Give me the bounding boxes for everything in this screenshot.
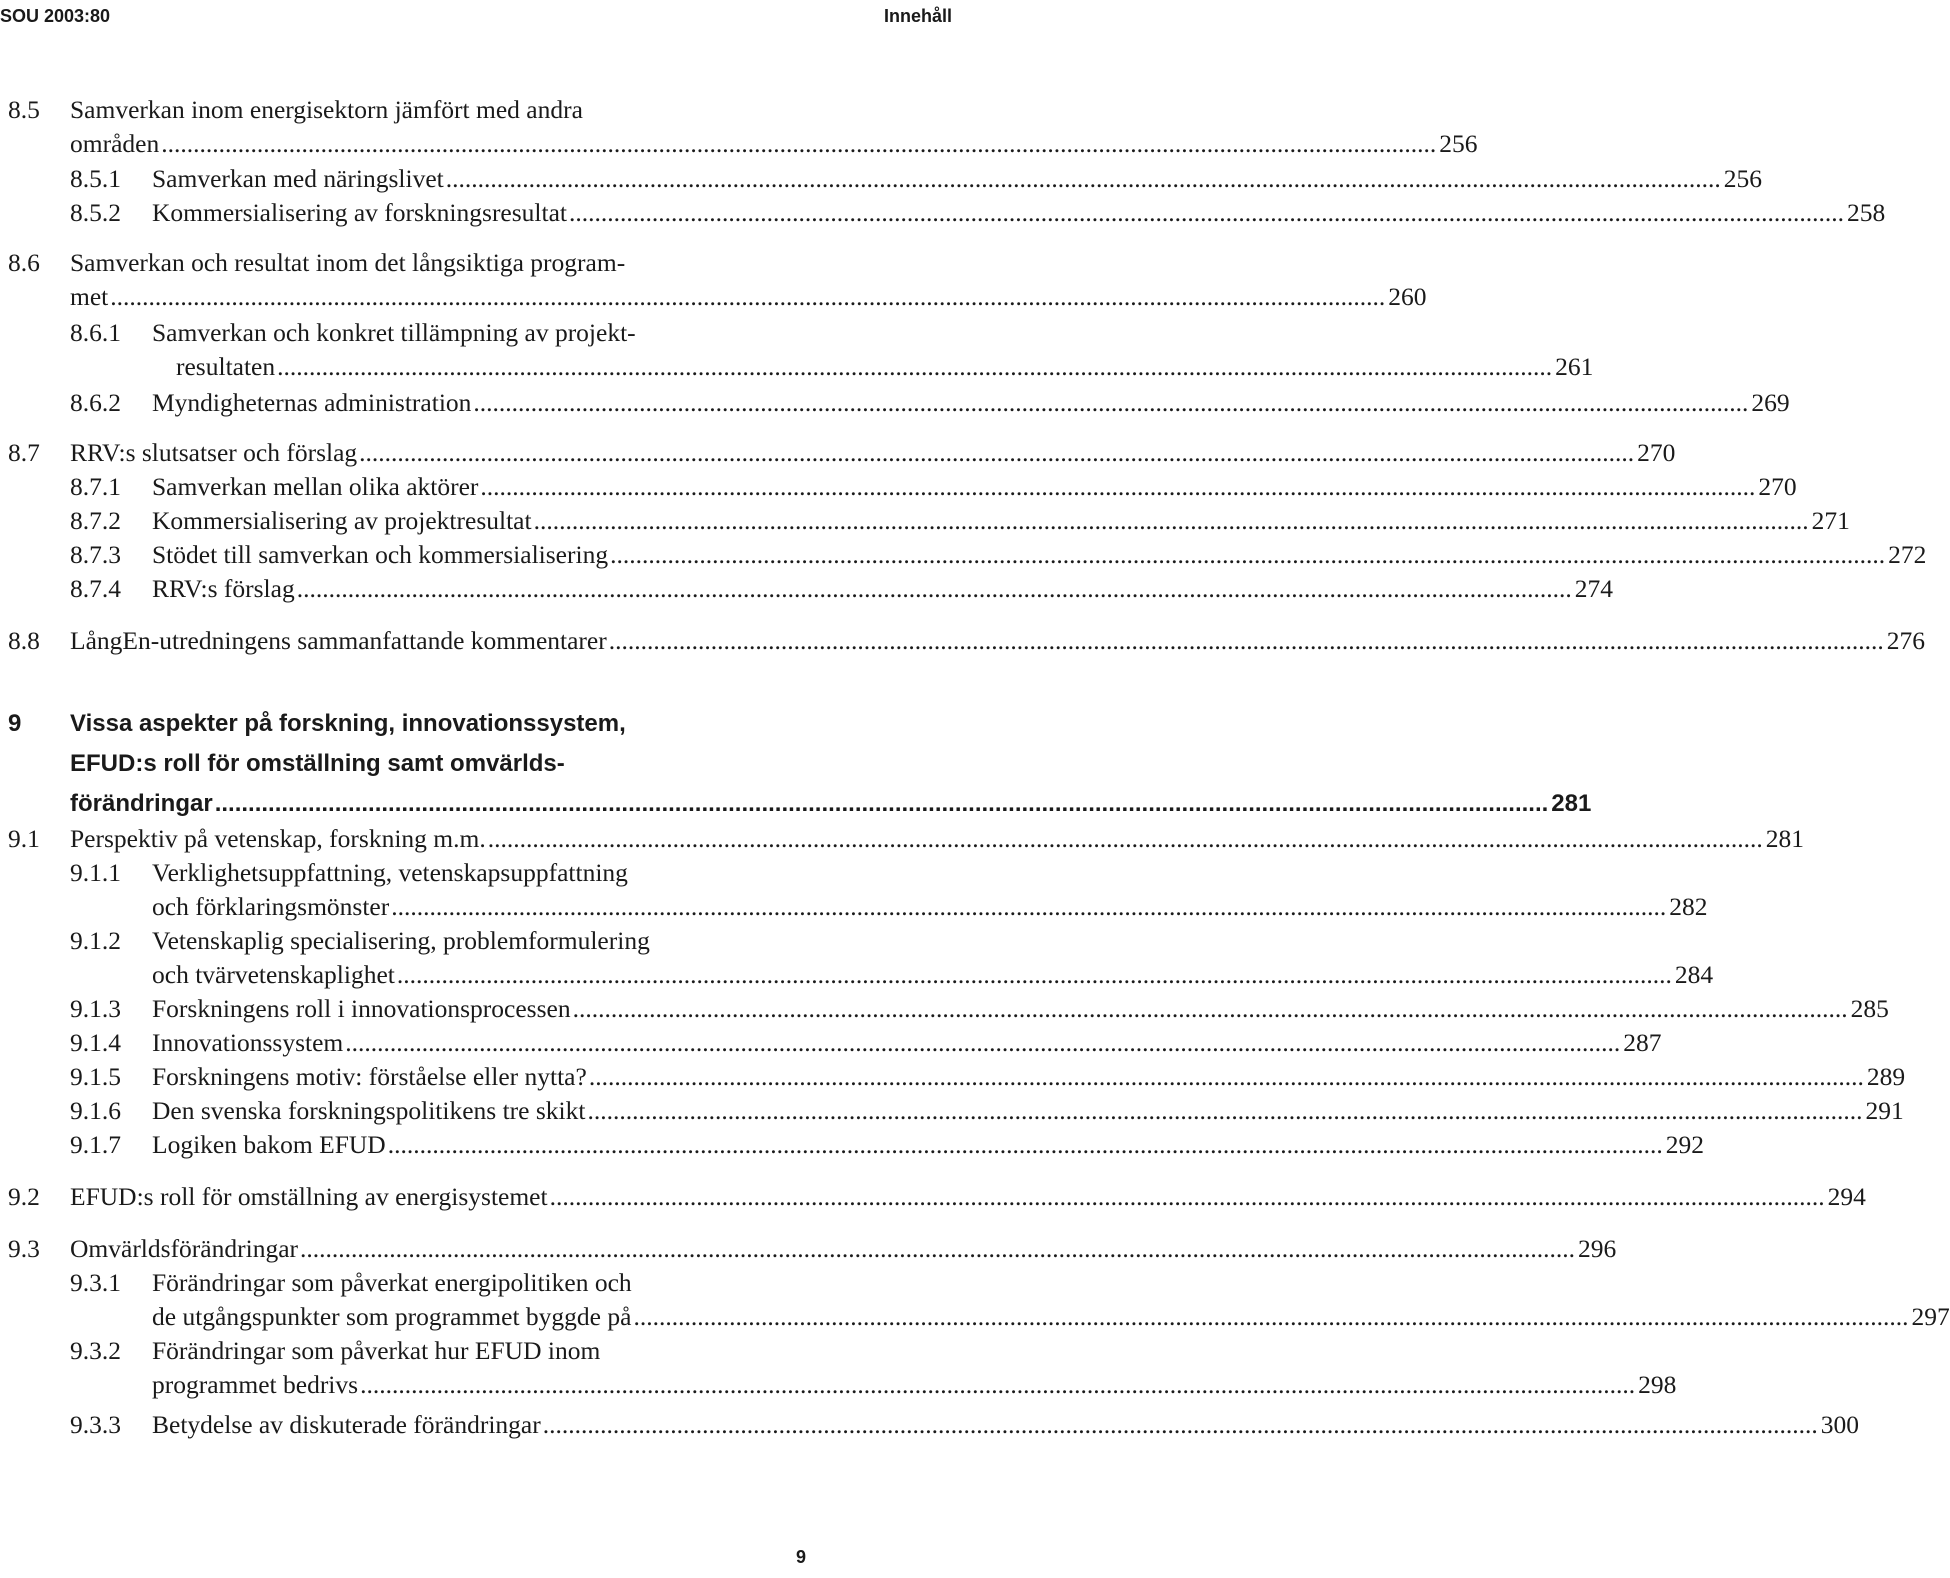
entry-final-line xyxy=(70,1232,1617,1266)
entry-final-line xyxy=(152,470,1797,504)
entry-title-line: Forskningens motiv: förståelse eller nytta? xyxy=(152,1062,587,1091)
dot-leader: ........................................................................................................................................................................................................ xyxy=(542,1410,1818,1439)
entry-final-line xyxy=(152,890,1708,924)
entry-title-line: Kommersialisering av projektresultat xyxy=(152,506,532,535)
entry-title-line: Stödet till samverkan och kommersialisering xyxy=(152,540,609,569)
entry-page-number: 269 xyxy=(1751,388,1790,417)
entry-page-number: 274 xyxy=(1574,574,1613,603)
dot-leader: ........................................................................................................................................................................................................ xyxy=(473,388,1749,417)
entry-number: 9.3 xyxy=(8,1234,40,1263)
entry-title-line: met xyxy=(70,282,109,311)
dot-leader: ........................................................................................................................................................................................................ xyxy=(608,626,1884,655)
entry-number: 9.1.3 xyxy=(70,994,121,1023)
entry-number: 9.1.7 xyxy=(70,1130,121,1159)
entry-number: 8.8 xyxy=(8,626,40,655)
entry-number: 8.5 xyxy=(8,95,40,124)
entry-number: 8.7.3 xyxy=(70,540,121,569)
entry-number: 9.1.1 xyxy=(70,858,121,887)
entry-final-line xyxy=(70,784,1592,824)
entry-page-number: 282 xyxy=(1669,892,1708,921)
dot-leader: ........................................................................................................................................................................................................ xyxy=(345,1028,1621,1057)
entry-title-line: Samverkan inom energisektorn jämfört med andra xyxy=(70,95,583,124)
entry-page-number: 287 xyxy=(1623,1028,1662,1057)
dot-leader: ........................................................................................................................................................................................................ xyxy=(360,1370,1636,1399)
entry-title-line: Verklighetsuppfattning, vetenskapsuppfattning xyxy=(152,858,628,887)
entry-final-line xyxy=(152,386,1790,420)
entry-title-line: Vissa aspekter på forskning, innovationssystem, xyxy=(70,710,626,737)
entry-title-line: Logiken bakom EFUD xyxy=(152,1130,386,1159)
entry-title-line: Förändringar som påverkat energipolitiken och xyxy=(152,1268,632,1297)
dot-leader: ........................................................................................................................................................................................................ xyxy=(480,472,1756,501)
entry-final-line xyxy=(152,1060,1906,1094)
entry-final-line xyxy=(152,162,1763,196)
entry-page-number: 271 xyxy=(1811,506,1850,535)
entry-page-number: 256 xyxy=(1439,129,1478,158)
entry-title-line: Kommersialisering av forskningsresultat xyxy=(152,198,567,227)
entry-title-line: Samverkan med näringslivet xyxy=(152,164,444,193)
entry-page-number: 296 xyxy=(1578,1234,1617,1263)
entry-number: 8.7 xyxy=(8,438,40,467)
entry-page-number: 292 xyxy=(1665,1130,1704,1159)
entry-page-number: 281 xyxy=(1551,790,1592,817)
entry-title-line: Vetenskaplig specialisering, problemformulering xyxy=(152,926,650,955)
entry-final-line xyxy=(152,572,1613,606)
entry-title-line: förändringar xyxy=(70,790,213,817)
entry-final-line xyxy=(152,1128,1704,1162)
entry-number: 8.5.2 xyxy=(70,198,121,227)
dot-leader: ........................................................................................................................................................................................................ xyxy=(633,1302,1909,1331)
dot-leader: ........................................................................................................................................................................................................ xyxy=(296,574,1572,603)
entry-title-line: Samverkan och resultat inom det långsiktiga program- xyxy=(70,248,626,277)
entry-title-line: Betydelse av diskuterade förändringar xyxy=(152,1410,541,1439)
dot-leader: ........................................................................................................................................................................................................ xyxy=(387,1130,1663,1159)
entry-title-line: områden xyxy=(70,129,160,158)
dot-leader: ........................................................................................................................................................................................................ xyxy=(300,1234,1576,1263)
dot-leader: ........................................................................................................................................................................................................ xyxy=(587,1096,1863,1125)
entry-final-line xyxy=(152,1368,1677,1402)
entry-number: 8.7.2 xyxy=(70,506,121,535)
entry-number: 9.1.6 xyxy=(70,1096,121,1125)
dot-leader: ........................................................................................................................................................................................................ xyxy=(533,506,1809,535)
entry-title-line: Omvärldsförändringar xyxy=(70,1234,299,1263)
entry-number: 9.1.2 xyxy=(70,926,121,955)
entry-title-line: RRV:s förslag xyxy=(152,574,295,603)
entry-page-number: 298 xyxy=(1638,1370,1677,1399)
entry-number: 8.7.4 xyxy=(70,574,121,603)
entry-title-line: resultaten xyxy=(176,352,276,381)
entry-number: 8.6 xyxy=(8,248,40,277)
entry-title-line: Innovationssystem xyxy=(152,1028,344,1057)
entry-number: 9.3.1 xyxy=(70,1268,121,1297)
entry-number: 9.2 xyxy=(8,1182,40,1211)
entry-number: 9.1 xyxy=(8,824,40,853)
entry-title-line: Myndigheternas administration xyxy=(152,388,472,417)
entry-final-line xyxy=(176,350,1594,384)
dot-leader: ........................................................................................................................................................................................................ xyxy=(610,540,1886,569)
entry-title-line: och tvärvetenskaplighet xyxy=(152,960,395,989)
entry-final-line xyxy=(152,196,1886,230)
entry-number: 9.1.5 xyxy=(70,1062,121,1091)
dot-leader: ........................................................................................................................................................................................................ xyxy=(487,824,1763,853)
dot-leader: ........................................................................................................................................................................................................ xyxy=(391,892,1667,921)
dot-leader: ........................................................................................................................................................................................................ xyxy=(549,1182,1825,1211)
entry-page-number: 284 xyxy=(1674,960,1714,989)
entry-final-line xyxy=(70,624,1925,658)
entry-page-number: 261 xyxy=(1555,352,1594,381)
entry-page-number: 281 xyxy=(1765,824,1804,853)
entry-title-line: programmet bedrivs xyxy=(152,1370,359,1399)
dot-leader: ........................................................................................................................................................................................................ xyxy=(445,164,1721,193)
entry-title-line: och förklaringsmönster xyxy=(152,892,390,921)
entry-final-line xyxy=(152,1300,1950,1334)
entry-title-line: LångEn-utredningens sammanfattande kommentarer xyxy=(70,626,607,655)
entry-final-line xyxy=(70,127,1478,161)
entry-page-number: 270 xyxy=(1637,438,1676,467)
entry-title-line: de utgångspunkter som programmet byggde på xyxy=(152,1302,632,1331)
entry-title-line: Samverkan mellan olika aktörer xyxy=(152,472,479,501)
dot-leader: ........................................................................................................................................................................................................ xyxy=(161,129,1437,158)
dot-leader: ........................................................................................................................................................................................................ xyxy=(396,960,1672,989)
entry-number: 8.6.1 xyxy=(70,318,121,347)
dot-leader: ........................................................................................................................................................................................................ xyxy=(214,790,1549,817)
entry-final-line xyxy=(152,958,1714,992)
entry-page-number: 297 xyxy=(1911,1302,1950,1331)
dot-leader: ........................................................................................................................................................................................................ xyxy=(572,994,1848,1023)
entry-final-line xyxy=(70,436,1676,470)
entry-title-line: EFUD:s roll för omställning samt omvärlds- xyxy=(70,750,565,777)
entry-number: 9.1.4 xyxy=(70,1028,121,1057)
entry-final-line xyxy=(70,1180,1866,1214)
entry-page-number: 258 xyxy=(1847,198,1886,227)
dot-leader: ........................................................................................................................................................................................................ xyxy=(588,1062,1864,1091)
page-number: 9 xyxy=(796,1547,807,1567)
entry-page-number: 272 xyxy=(1888,540,1927,569)
dot-leader: ........................................................................................................................................................................................................ xyxy=(110,282,1386,311)
entry-final-line xyxy=(152,992,1889,1026)
dot-leader: ........................................................................................................................................................................................................ xyxy=(277,352,1553,381)
entry-page-number: 276 xyxy=(1886,626,1925,655)
document-id: SOU 2003:80 xyxy=(0,6,111,26)
entry-title-line: Förändringar som påverkat hur EFUD inom xyxy=(152,1336,601,1365)
entry-title-line: Den svenska forskningspolitikens tre skikt xyxy=(152,1096,586,1125)
entry-final-line xyxy=(152,1026,1662,1060)
entry-page-number: 270 xyxy=(1758,472,1797,501)
entry-title-line: Perspektiv på vetenskap, forskning m.m. xyxy=(70,824,486,853)
entry-number: 8.7.1 xyxy=(70,472,121,501)
entry-number: 8.6.2 xyxy=(70,388,121,417)
section-label: Innehåll xyxy=(883,6,952,26)
entry-page-number: 300 xyxy=(1820,1410,1859,1439)
entry-final-line xyxy=(152,504,1850,538)
entry-title-line: Forskningens roll i innovationsprocessen xyxy=(152,994,571,1023)
entry-final-line xyxy=(152,1094,1904,1128)
entry-number: 9 xyxy=(8,710,22,737)
dot-leader: ........................................................................................................................................................................................................ xyxy=(359,438,1635,467)
entry-final-line xyxy=(70,280,1427,314)
entry-final-line xyxy=(152,1408,1859,1442)
entry-final-line xyxy=(70,822,1804,856)
entry-page-number: 256 xyxy=(1723,164,1763,193)
entry-number: 9.3.2 xyxy=(70,1336,121,1365)
dot-leader: ........................................................................................................................................................................................................ xyxy=(569,198,1844,227)
entry-page-number: 285 xyxy=(1850,994,1889,1023)
entry-title-line: EFUD:s roll för omställning av energisystemet xyxy=(70,1182,548,1211)
entry-number: 9.3.3 xyxy=(70,1410,121,1439)
entry-title-line: RRV:s slutsatser och förslag xyxy=(70,438,358,467)
entry-final-line xyxy=(152,538,1927,572)
entry-number: 8.5.1 xyxy=(70,164,121,193)
running-header xyxy=(0,4,952,30)
entry-page-number: 289 xyxy=(1866,1062,1906,1091)
entry-page-number: 294 xyxy=(1827,1182,1866,1211)
entry-page-number: 260 xyxy=(1388,282,1427,311)
entry-title-line: Samverkan och konkret tillämpning av projekt- xyxy=(152,318,636,347)
entry-page-number: 291 xyxy=(1865,1096,1904,1125)
